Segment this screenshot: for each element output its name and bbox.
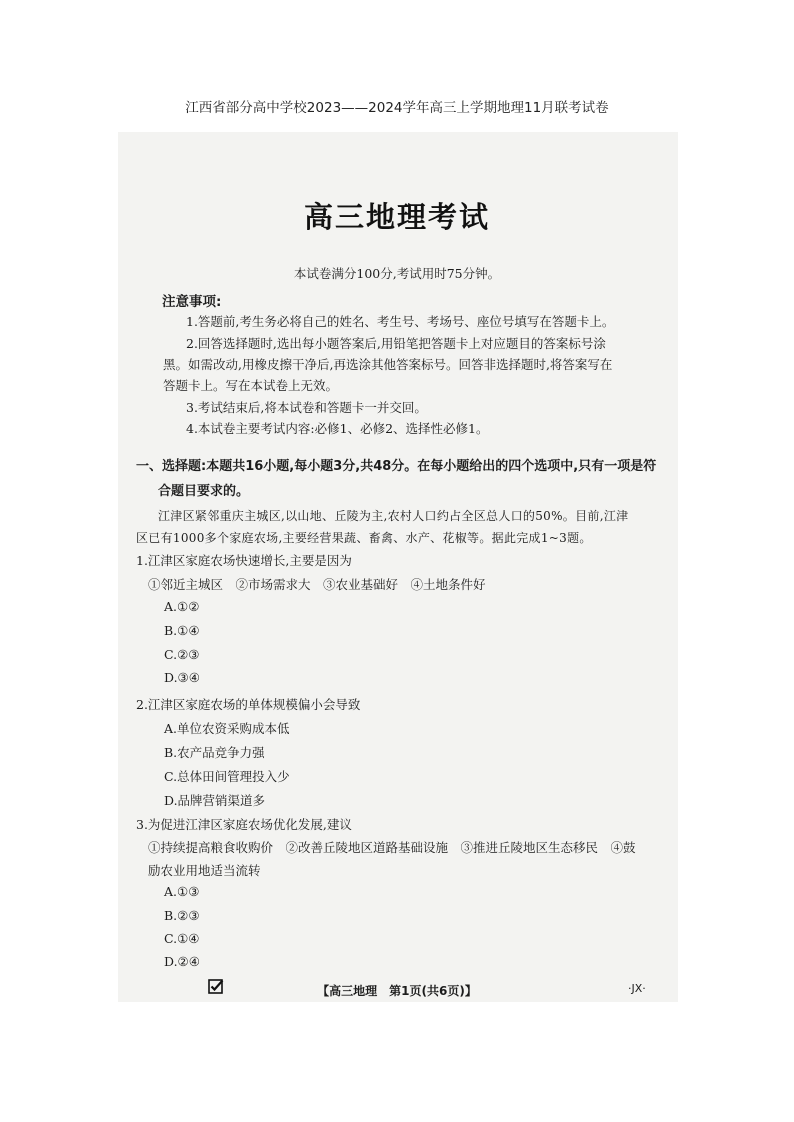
question-statements: 励农业用地适当流转: [148, 863, 261, 878]
answer-option: C.①④: [164, 931, 200, 946]
answer-option: C.总体田间管理投入少: [164, 769, 290, 784]
answer-option: B.农产品竞争力强: [164, 745, 265, 760]
footer-code: ·JX·: [628, 982, 646, 995]
document-header: 江西省部分高中学校2023——2024学年高三上学期地理11月联考试卷: [185, 100, 609, 116]
answer-option: B.②③: [164, 908, 200, 923]
notice-heading: 注意事项:: [162, 294, 222, 310]
passage-text: 区已有1000多个家庭农场,主要经营果蔬、畜禽、水产、花椒等。据此完成1~3题。: [136, 531, 592, 545]
page-footer: 【高三地理 第1页(共6页)】: [317, 984, 477, 998]
answer-option: B.①④: [164, 623, 200, 638]
answer-option: D.品牌营销渠道多: [164, 793, 266, 808]
answer-option: A.①③: [164, 884, 200, 899]
section-heading: 一、选择题:本题共16小题,每小题3分,共48分。在每小题给出的四个选项中,只有一项是符: [136, 459, 657, 474]
exam-subtitle: 本试卷满分100分,考试用时75分钟。: [293, 266, 501, 281]
question-statements: ①持续提高粮食收购价 ②改善丘陵地区道路基础设施 ③推进丘陵地区生态移民 ④鼓: [148, 840, 636, 855]
notice-item: 2.回答选择题时,选出每小题答案后,用铅笔把答题卡上对应题目的答案标号涂: [186, 336, 606, 351]
notice-item: 4.本试卷主要考试内容:必修1、必修2、选择性必修1。: [186, 421, 489, 436]
notice-item: 答题卡上。写在本试卷上无效。: [163, 378, 339, 393]
notice-item: 3.考试结束后,将本试卷和答题卡一并交回。: [186, 400, 427, 415]
question-stem: 2.江津区家庭农场的单体规模偏小会导致: [136, 697, 361, 712]
question-stem: 1.江津区家庭农场快速增长,主要是因为: [136, 553, 352, 568]
answer-option: A.单位农资采购成本低: [164, 721, 290, 736]
notice-item: 1.答题前,考生务必将自己的姓名、考生号、考场号、座位号填写在答题卡上。: [186, 314, 615, 329]
answer-option: D.②④: [164, 954, 200, 969]
answer-option: C.②③: [164, 647, 200, 662]
exam-title: 高三地理考试: [303, 200, 490, 234]
question-statements: ①邻近主城区 ②市场需求大 ③农业基础好 ④土地条件好: [148, 577, 486, 592]
question-stem: 3.为促进江津区家庭农场优化发展,建议: [136, 817, 352, 832]
passage-text: 江津区紧邻重庆主城区,以山地、丘陵为主,农村人口约占全区总人口的50%。目前,江津: [158, 509, 629, 523]
answer-option: A.①②: [164, 599, 200, 614]
answer-option: D.③④: [164, 670, 200, 685]
notice-item: 黑。如需改动,用橡皮擦干净后,再选涂其他答案标号。回答非选择题时,将答案写在: [163, 357, 613, 372]
section-heading: 合题目要求的。: [158, 484, 250, 499]
